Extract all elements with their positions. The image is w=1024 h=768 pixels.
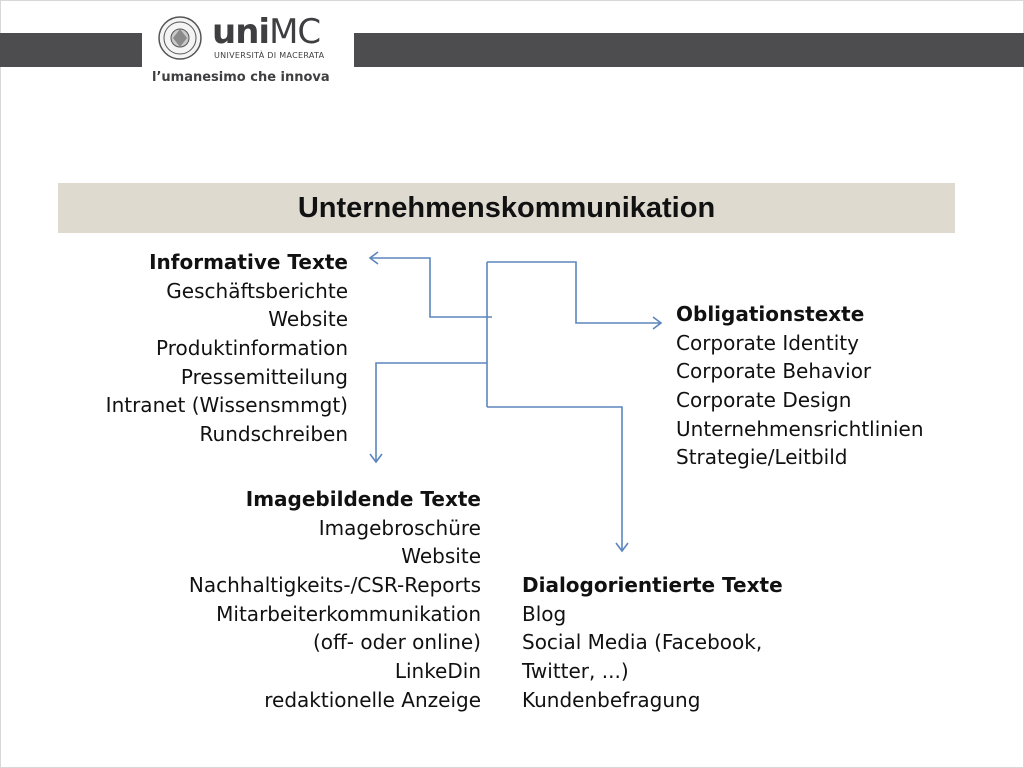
- obligation-heading: Obligationstexte: [676, 302, 865, 326]
- informative-heading: Informative Texte: [149, 250, 348, 274]
- dialog-texts-block: [522, 571, 783, 714]
- arrow-to-dialog: [487, 407, 622, 551]
- logo-mc-text: MC: [269, 12, 321, 52]
- list-item: Unternehmensrichtlinien: [676, 416, 924, 441]
- list-item: Corporate Identity: [676, 330, 859, 355]
- arrow-to-obligation: [487, 262, 661, 323]
- list-item: Website: [401, 544, 481, 569]
- dialog-heading: Dialogorientierte Texte: [522, 573, 783, 597]
- list-item: Website: [268, 307, 348, 332]
- list-item: Blog: [522, 601, 567, 626]
- list-item: Geschäftsberichte: [166, 278, 348, 303]
- list-item: Twitter, ...): [522, 659, 629, 684]
- list-item: Nachhaltigkeits-/CSR-Reports: [188, 573, 481, 598]
- list-item: redaktionelle Anzeige: [264, 687, 481, 712]
- list-item: Imagebroschüre: [318, 515, 481, 540]
- list-item: Social Media (Facebook,: [522, 630, 763, 655]
- list-item: Strategie/Leitbild: [676, 445, 848, 470]
- imagebildende-texts-block: [189, 485, 481, 715]
- slide-title: Unternehmenskommunikation: [297, 191, 716, 224]
- list-item: (off- oder online): [312, 630, 481, 655]
- logo-subtitle: UNIVERSITÀ DI MACERATA: [214, 51, 325, 60]
- arrow-to-imagebildende: [376, 363, 487, 462]
- list-item: Corporate Design: [676, 388, 852, 413]
- list-item: Kundenbefragung: [522, 687, 701, 712]
- list-item: Corporate Behavior: [676, 359, 872, 384]
- imagebildende-heading: Imagebildende Texte: [245, 487, 481, 511]
- logo-tagline: l’umanesimo che innova: [152, 70, 330, 85]
- list-item: LinkeDin: [394, 659, 481, 684]
- obligation-texts-block: [676, 300, 924, 472]
- list-item: Rundschreiben: [199, 422, 348, 447]
- informative-texts-block: [106, 248, 348, 449]
- arrow-to-informative: [370, 258, 492, 317]
- logo-uni-text: uni: [212, 12, 270, 52]
- list-item: Produktinformation: [156, 336, 348, 361]
- list-item: Intranet (Wissensmmgt): [105, 393, 348, 418]
- list-item: Pressemitteilung: [180, 364, 348, 389]
- list-item: Mitarbeiterkommunikation: [216, 601, 481, 626]
